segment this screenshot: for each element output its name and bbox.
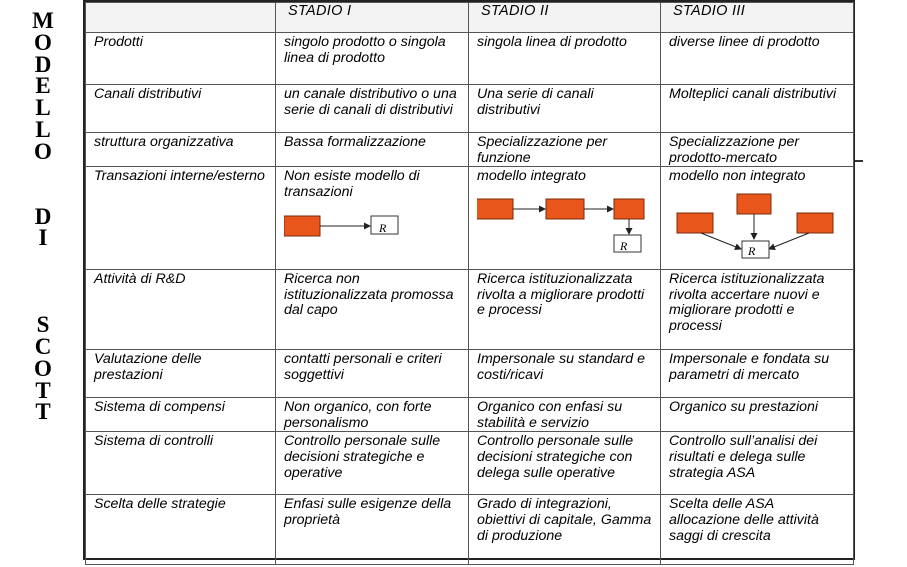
row-label: Prodotti: [86, 33, 276, 85]
table-row: [86, 33, 854, 85]
title-letter: O: [34, 138, 52, 164]
cell-stadio-2: Controllo personale sulle decisioni strategiche con delega sulle operative: [469, 432, 661, 495]
row-label: Sistema di compensi: [86, 398, 276, 432]
title-letter: S: [36, 312, 50, 338]
cell-stadio-2: Organico con enfasi su stabilità e servizio: [469, 398, 661, 432]
cell-stadio-2: Una serie di canali distributivi: [469, 85, 661, 133]
row-label: Transazioni interne/esterno: [86, 167, 276, 270]
cell-stadio-2: singola linea di prodotto: [469, 33, 661, 85]
unit-box: [797, 213, 833, 233]
transaction-diagram-stadio-3: [669, 189, 847, 269]
title-letter: L: [35, 116, 51, 142]
row-label: Canali distributivi: [86, 85, 276, 133]
cell-stadio-3: Impersonale e fondata su parametri di mercato: [661, 350, 854, 398]
header-empty: [86, 3, 276, 33]
cell-stadio-3: Molteplici canali distributivi: [661, 85, 854, 133]
table-row: [86, 350, 854, 398]
row-label: Sistema di controlli: [86, 432, 276, 495]
diagram-svg: [477, 189, 655, 269]
table-row: [86, 495, 854, 565]
table-row: [86, 133, 854, 167]
vertical-title: [28, 10, 58, 423]
table-row: [86, 398, 854, 432]
transaction-arrow: [701, 233, 741, 249]
unit-box: [477, 199, 513, 219]
title-letter: O: [34, 355, 52, 381]
cell-stadio-1: Non organico, con forte personalismo: [276, 398, 469, 432]
cell-stadio-1: Enfasi sulle esigenze della proprietà: [276, 495, 469, 565]
cell-stadio-2: Impersonale su standard e costi/ricavi: [469, 350, 661, 398]
cell-stadio-1: Bassa formalizzazione: [276, 133, 469, 167]
title-letter: T: [35, 377, 51, 403]
cell-stadio-3: diverse linee di prodotto: [661, 33, 854, 85]
unit-box: [284, 216, 320, 236]
table-row: [86, 432, 854, 495]
header-row: [86, 3, 854, 33]
diagram-svg: [669, 189, 847, 269]
title-letter: D: [34, 51, 52, 77]
title-gap: [28, 249, 58, 314]
unit-box: [614, 199, 644, 219]
unit-box: [546, 199, 584, 219]
cell-stadio-1: Controllo personale sulle decisioni strategiche e operative: [276, 432, 469, 495]
r-label: R: [620, 238, 628, 253]
transaction-diagram-stadio-1: [284, 204, 462, 264]
cell-stadio-3: Ricerca istituzionalizzata rivolta accertare nuovi e migliorare prodotti e processi: [661, 270, 854, 350]
table-row: [86, 167, 854, 270]
cell-text: modello integrato: [477, 168, 586, 185]
r-label: R: [748, 243, 756, 258]
row-label: Valutazione delle prestazioni: [86, 350, 276, 398]
title-letter: C: [34, 333, 52, 359]
cell-stadio-1: Ricerca non istituzionalizzata promossa dal capo: [276, 270, 469, 350]
cell-stadio-2: Specializzazione per funzione: [469, 133, 661, 167]
title-letter: O: [34, 29, 52, 55]
title-letter: M: [32, 8, 54, 33]
transaction-diagram-stadio-2: [477, 189, 654, 269]
header-stadio-3: STADIO III: [661, 3, 854, 33]
cell-stadio-1: [276, 167, 469, 270]
r-label: R: [379, 221, 387, 236]
row-label: struttura organizzativa: [86, 133, 276, 167]
cell-stadio-3: Controllo sull’analisi dei risultati e delega sulle strategia ASA: [661, 432, 854, 495]
row-label: Attività di R&D: [86, 270, 276, 350]
cell-stadio-1: un canale distributivo o una serie di canali di distributivi: [276, 85, 469, 133]
scott-model-table: [83, 0, 855, 560]
table-row: [86, 270, 854, 350]
title-letter: L: [35, 95, 51, 121]
cell-stadio-2: [469, 167, 661, 270]
r-box: [614, 235, 641, 252]
diagram-svg: [284, 204, 459, 264]
cell-stadio-1: singolo prodotto o singola linea di prodotto: [276, 33, 469, 85]
title-gap: [28, 163, 58, 206]
header-stadio-1: STADIO I: [276, 3, 469, 33]
unit-box: [677, 213, 713, 233]
row-label: Scelta delle strategie: [86, 495, 276, 565]
transaction-arrow: [769, 233, 809, 249]
cell-text: modello non integrato: [669, 168, 806, 185]
cell-stadio-3: [661, 167, 854, 270]
cell-stadio-2: Ricerca istituzionalizzata rivolta a migliorare prodotti e processi: [469, 270, 661, 350]
row-divider-extension: [855, 160, 863, 162]
title-letter: T: [35, 399, 51, 425]
cell-text: Non esiste modello di transazioni: [284, 168, 420, 200]
unit-box: [737, 194, 771, 214]
r-box: [742, 241, 769, 258]
title-letter: I: [38, 225, 48, 251]
cell-stadio-3: Organico su prestazioni: [661, 398, 854, 432]
cell-stadio-3: Specializzazione per prodotto-mercato: [661, 133, 854, 167]
cell-stadio-2: Grado di integrazioni, obiettivi di capitale, Gamma di produzione: [469, 495, 661, 565]
table-row: [86, 85, 854, 133]
header-stadio-2: STADIO II: [469, 3, 661, 33]
title-letter: E: [35, 73, 51, 99]
cell-stadio-1: contatti personali e criteri soggettivi: [276, 350, 469, 398]
title-letter: D: [34, 203, 52, 229]
cell-stadio-3: Scelta delle ASA allocazione delle attività saggi di crescita: [661, 495, 854, 565]
